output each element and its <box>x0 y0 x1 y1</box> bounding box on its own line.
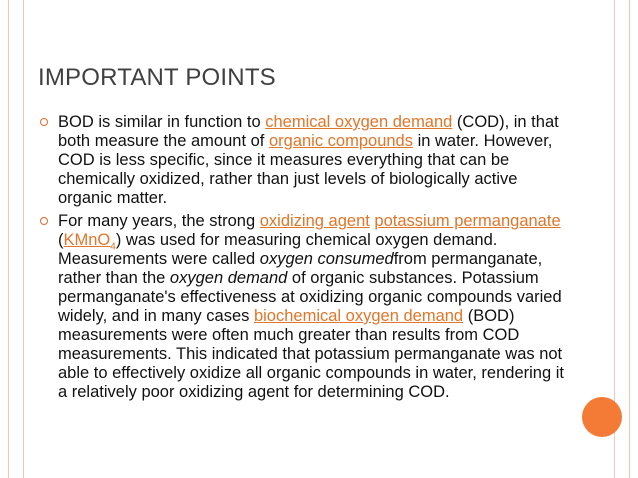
text-run: BOD is similar in function to <box>58 113 266 131</box>
text-run: of organic substances. Potassium permanganate's effectiveness at oxidizing organic compounds varied widely, and in many cases <box>58 269 562 325</box>
italic-oxygen-demand: oxygen demand <box>169 269 288 287</box>
bullet-item-1 <box>38 113 573 208</box>
text-run: from permanganate, rather than the <box>58 250 543 287</box>
link-chemical-oxygen-demand[interactable]: chemical oxygen demand <box>265 113 453 131</box>
link-oxidizing-agent[interactable]: oxidizing agent <box>259 212 370 230</box>
link-biochemical-oxygen-demand[interactable]: biochemical oxygen demand <box>253 307 464 325</box>
text-run: (COD), in that both measure the amount of <box>58 113 559 150</box>
link-potassium-permanganate[interactable]: potassium permanganate <box>374 212 561 230</box>
orange-circle-decoration <box>582 397 622 437</box>
italic-oxygen-consumed: oxygen consumed <box>259 250 394 268</box>
link-organic-compounds[interactable]: organic compounds <box>268 132 413 150</box>
bullet-item-2 <box>38 212 573 402</box>
bullet-text <box>58 113 573 208</box>
bullet-circle-icon <box>40 217 48 225</box>
text-run: ) was used for measuring chemical oxygen demand. Measurements were called <box>58 231 498 268</box>
bullet-text <box>58 212 573 402</box>
formula-text: KMnO <box>63 231 111 249</box>
text-run: (BOD) measurements were often much greater than results from COD measurements. This indicated that potassium permanganate was not able to effectively oxidize all organic compounds in water, rendering it a relatively poor oxidizing agent for determining COD. <box>58 307 564 401</box>
formula-subscript: 4 <box>110 241 116 253</box>
text-run: For many years, the strong <box>58 212 260 230</box>
link-kmno4[interactable] <box>63 231 116 253</box>
text-run: ( <box>58 231 64 249</box>
bullet-circle-icon <box>40 118 48 126</box>
slide-content <box>38 113 573 406</box>
left-border-decoration <box>8 0 24 478</box>
text-run: in water. However, COD is less specific, since it measures everything that can be chemically oxidized, rather than just levels of biologically active organic matter. <box>58 132 553 207</box>
slide-title: IMPORTANT POINTS <box>38 64 276 91</box>
